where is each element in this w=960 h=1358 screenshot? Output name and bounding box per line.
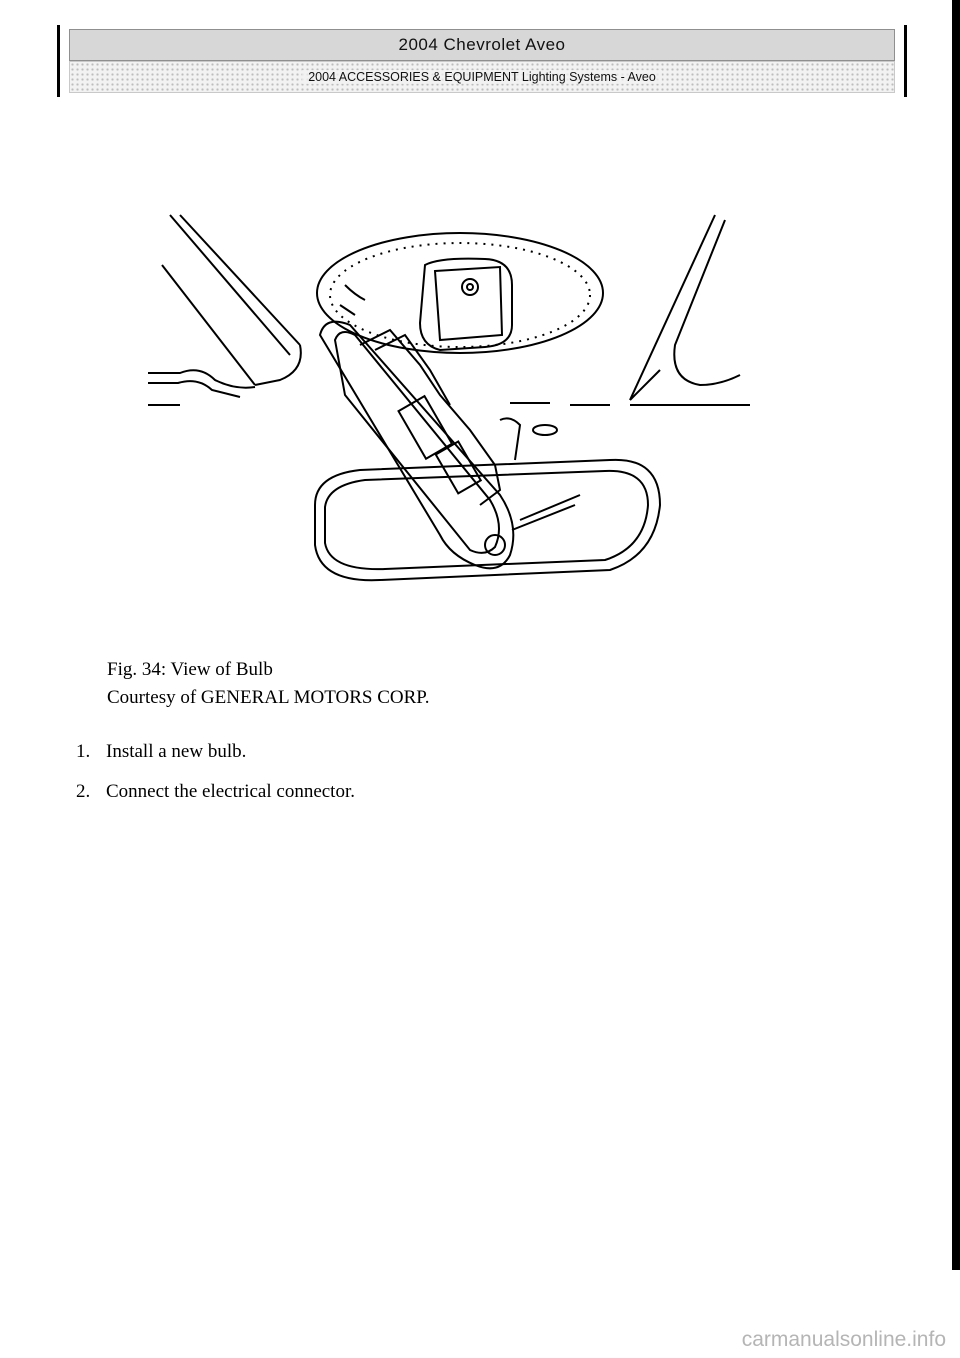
document-subtitle (69, 61, 895, 93)
step-item (76, 772, 355, 812)
step-text: Connect the electrical connector. (106, 781, 355, 802)
document-subtitle-text: 2004 ACCESSORIES & EQUIPMENT Lighting Systems - Aveo (302, 70, 662, 84)
procedure-steps (76, 732, 355, 812)
figure-caption (107, 656, 430, 712)
step-number: 1. (76, 741, 91, 762)
figure-title: Fig. 34: View of Bulb (107, 659, 273, 680)
watermark: carmanualsonline.info (741, 1328, 946, 1351)
step-number: 2. (76, 781, 91, 802)
document-title: 2004 Chevrolet Aveo (69, 29, 895, 61)
bulb-illustration (140, 205, 760, 595)
page-header (57, 25, 907, 97)
step-text: Install a new bulb. (106, 741, 247, 762)
page-edge-rule (952, 0, 960, 1270)
figure-credit: Courtesy of GENERAL MOTORS CORP. (107, 687, 430, 708)
step-item (76, 732, 355, 772)
